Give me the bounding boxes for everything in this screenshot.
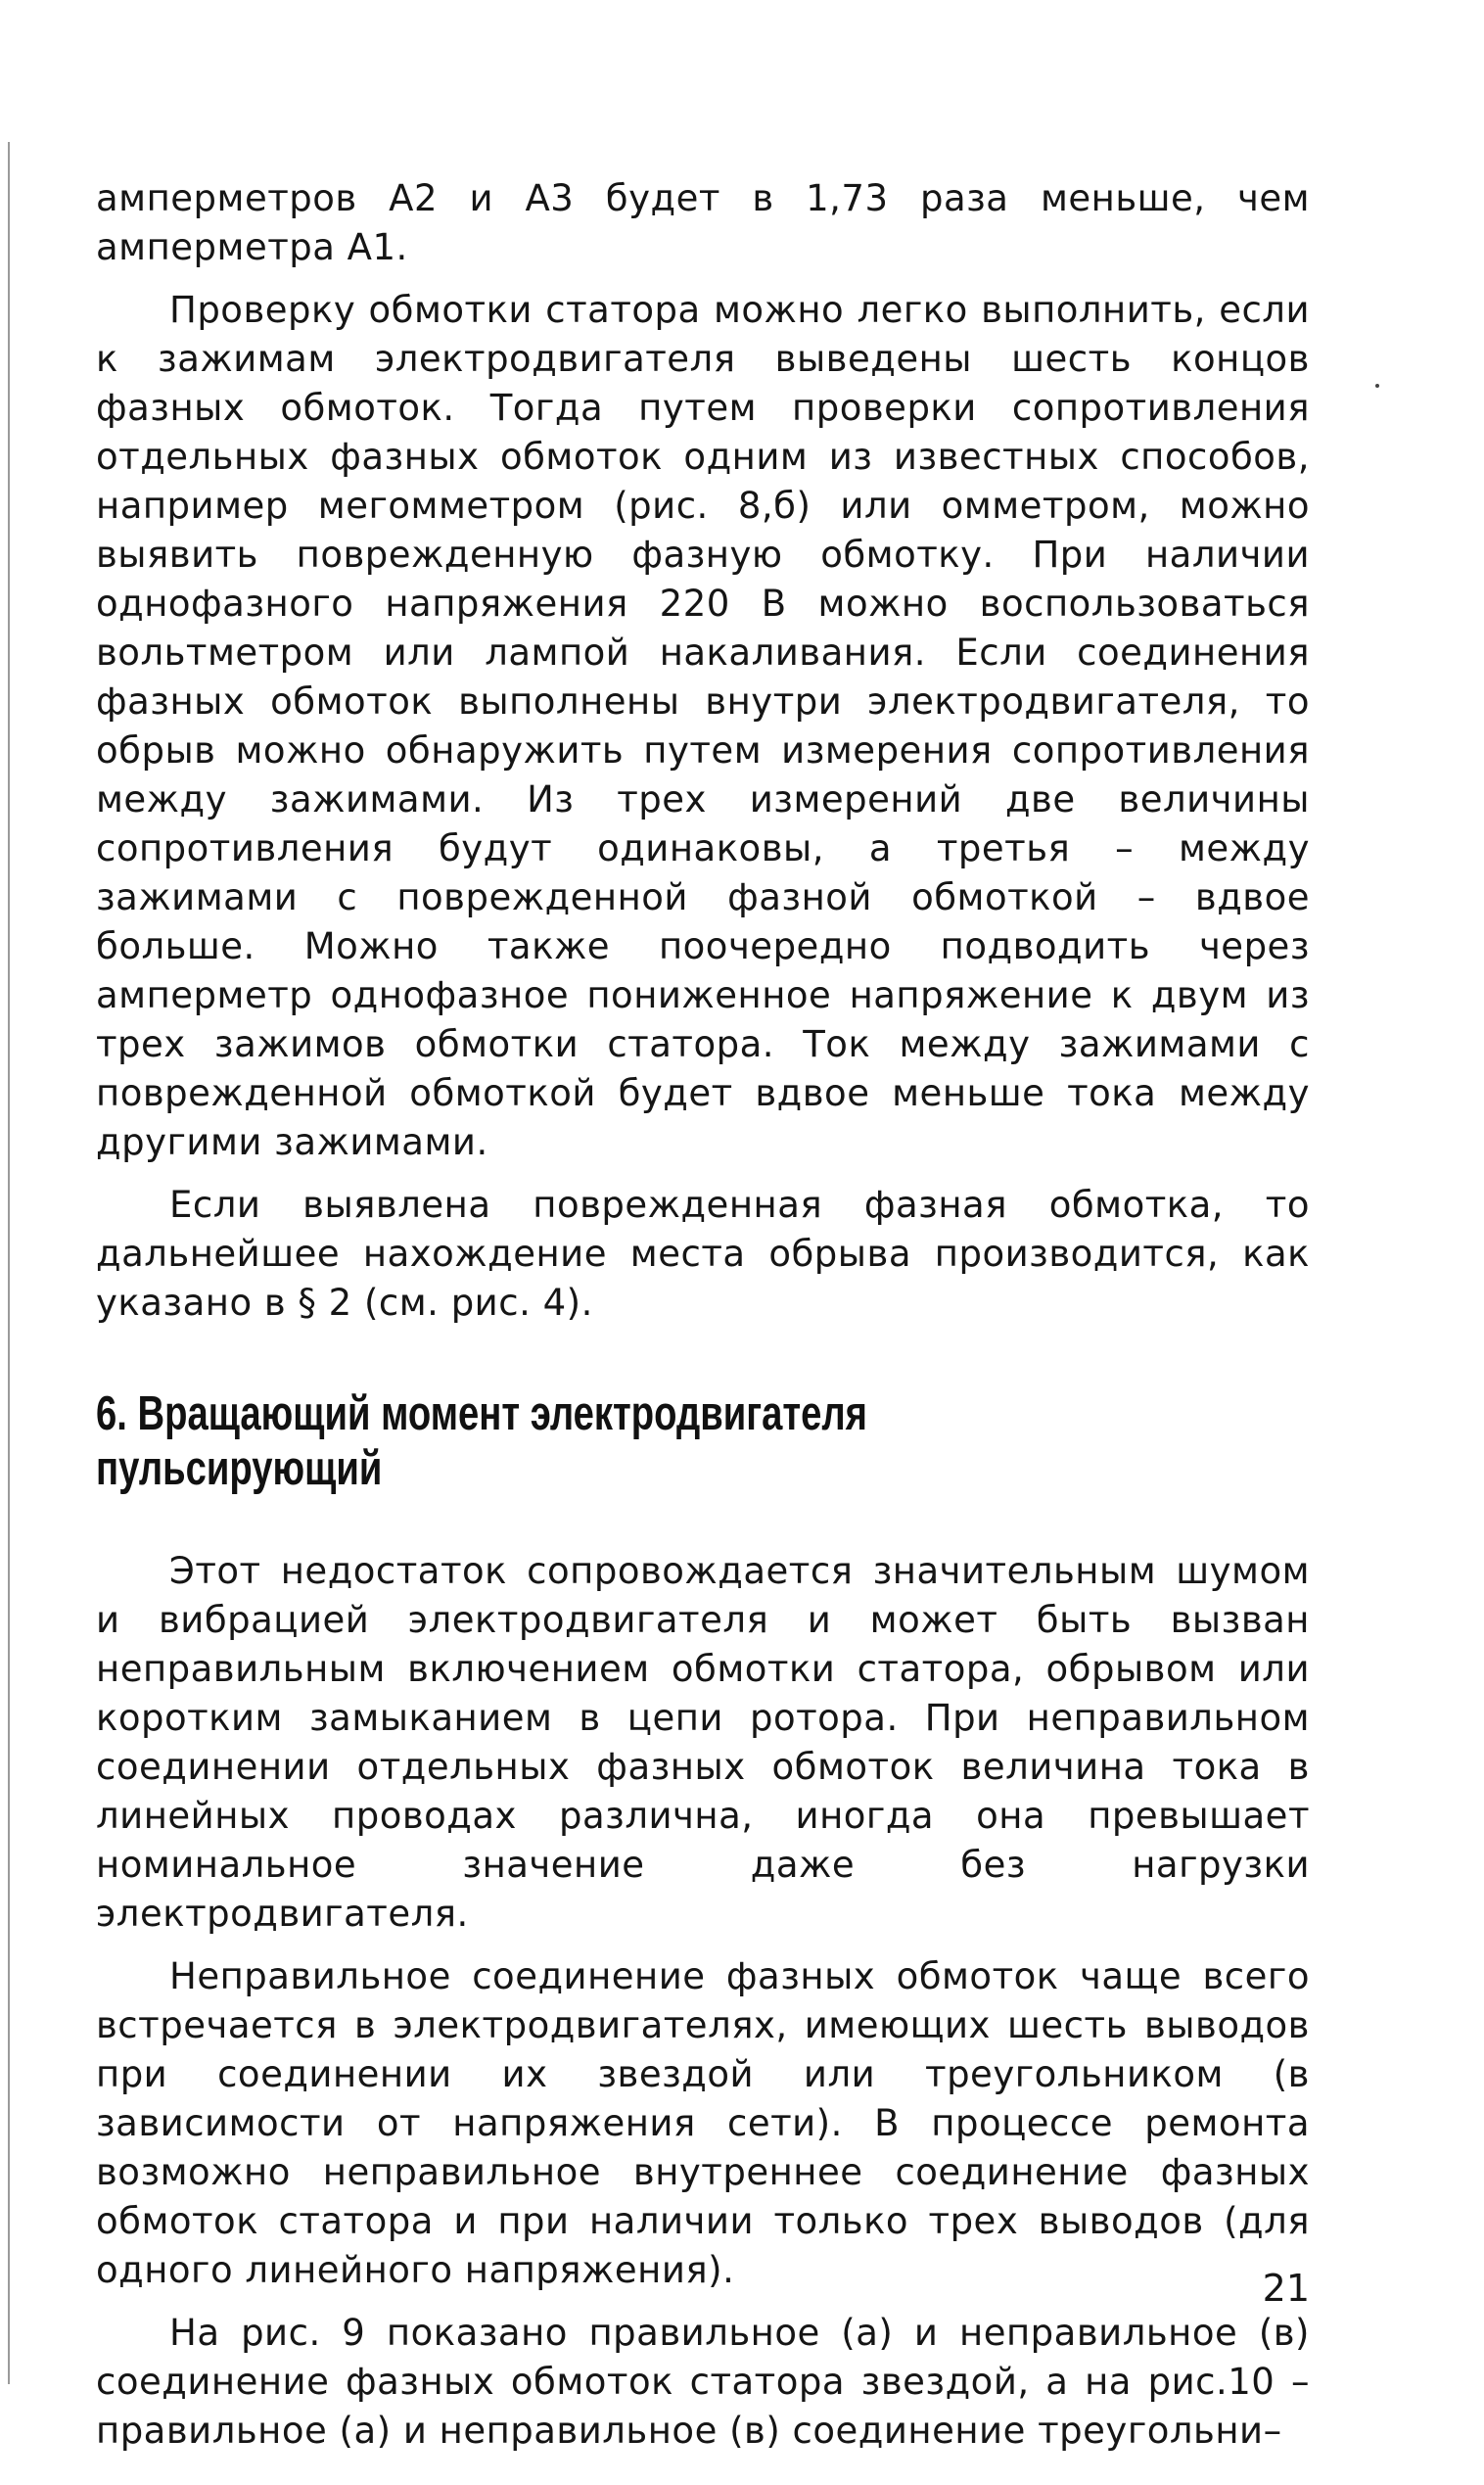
paragraph-break-location: Если выявлена поврежденная фазная обмотка, то дальнейшее нахождение места обрыва производится, как указано в § 2 (см. рис. 4). [96,1184,1310,1324]
paragraph-figure-reference: На рис. 9 показано правильное (а) и неправильное (в) соединение фазных обмоток статора звездой, а на рис.10 – правильное (а) и неправильное (в) соединение треугольни– [96,2312,1310,2452]
paragraph-noise-vibration: Этот недостаток сопровождается значительным шумом и вибрацией электродвигателя и может быть вызван неправильным включением обмотки статора, обрывом или коротким замыканием в цепи ротора. При неправильном соединении отдельных фазных обмоток величина тока в линейных проводах различна, иногда она превышает номинальное значение даже без нагрузки электродвигателя. [96,1550,1310,1935]
text-column [96,174,1310,2469]
section-heading-line-2: пульсирующий [96,1442,383,1495]
binding-edge-line [8,142,10,2384]
paragraph-continuation: амперметров А2 и А3 будет в 1,73 раза меньше, чем амперметра А1. [96,177,1310,268]
page-number: 21 [1262,2267,1310,2310]
section-heading [96,1386,1081,1496]
section-heading-line-1: 6. Вращающий момент электродвигателя [96,1387,867,1440]
paragraph-stator-check: Проверку обмотки статора можно легко выполнить, если к зажимам электродвигателя выведены шесть концов фазных обмоток. Тогда путем проверки сопротивления отдельных фазных обмоток одним из известных способов, например мегомметром (рис. 8,б) или омметром, можно выявить поврежденную фазную обмотку. При наличии однофазного напряжения 220 В можно воспользоваться вольтметром или лампой накаливания. Если соединения фазных обмоток выполнены внутри электродвигателя, то обрыв можно обнаружить путем измерения сопротивления между зажимами. Из трех измерений две величины сопротивления будут одинаковы, а третья – между зажимами с поврежденной фазной обмоткой – вдвое больше. Можно также поочередно подводить через амперметр однофазное пониженное напряжение к двум из трех зажимов обмотки статора. Ток между зажимами с поврежденной обмоткой будет вдвое меньше тока между другими зажимами. [96,289,1310,1163]
print-speck [1375,384,1379,388]
paragraph-wrong-connection: Неправильное соединение фазных обмоток чаще всего встречается в электродвигателях, имеющих шесть выводов при соединении их звездой или треугольником (в зависимости от напряжения сети). В процессе ремонта возможно неправильное внутреннее соединение фазных обмоток статора и при наличии только трех выводов (для одного линейного напряжения). [96,1955,1310,2291]
